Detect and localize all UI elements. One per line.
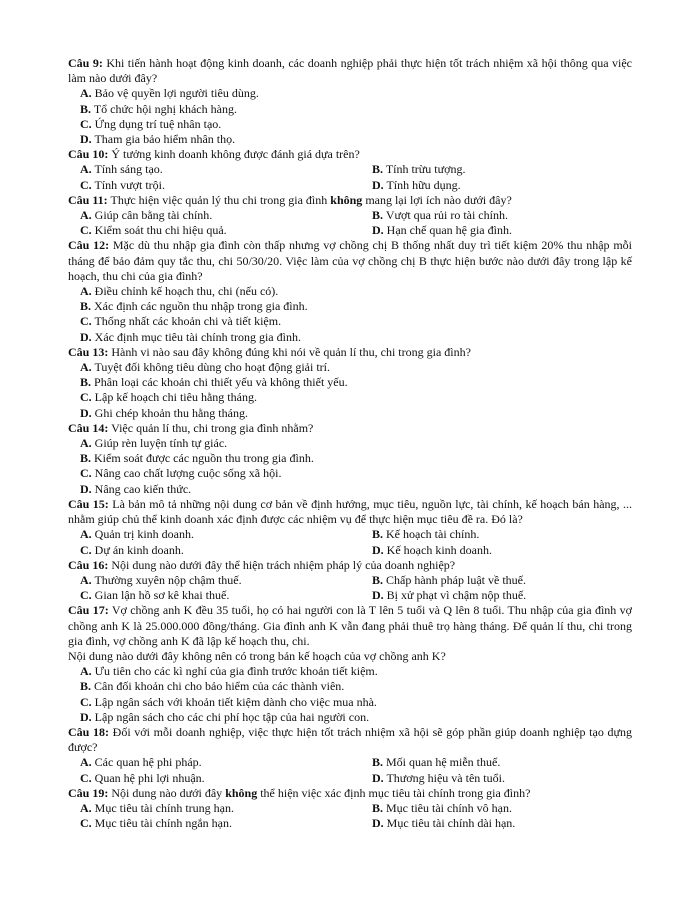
- question-19: [68, 786, 632, 832]
- question-text: Khi tiến hành hoạt động kinh doanh, các doanh nghiệp phải thực hiện tốt trách nhiệm xã hội thông qua việc làm nào dưới đây?: [68, 56, 632, 86]
- answer-option-b[interactable]: B. Chấp hành pháp luật về thuế.: [372, 572, 526, 587]
- question-14: [68, 421, 632, 497]
- answer-option-d[interactable]: D. Kế hoạch kinh doanh.: [372, 542, 492, 557]
- answer-option-a[interactable]: A. Giúp cân bằng tài chính.: [80, 208, 213, 223]
- answer-option-d[interactable]: D. Bị xử phạt vì chậm nộp thuế.: [372, 588, 527, 603]
- question-text: Đối với mỗi doanh nghiệp, việc thực hiện tốt trách nhiệm xã hội sẽ góp phần giúp doanh nghiệp tạo dựng được?: [68, 724, 632, 755]
- answer-option-b[interactable]: B. Vượt qua rủi ro tài chính.: [372, 208, 508, 223]
- question-number: Câu 10:: [68, 147, 109, 162]
- question-number: Câu 18:: [68, 724, 109, 739]
- answer-option-a[interactable]: A. Quản trị kinh doanh.: [80, 527, 194, 542]
- question-text: Nội dung nào dưới đây thể hiện trách nhiệm pháp lý của doanh nghiệp?: [111, 557, 456, 572]
- answer-option-a[interactable]: A. Bảo vệ quyền lợi người tiêu dùng.: [80, 86, 259, 101]
- answer-options: [68, 284, 632, 345]
- question-stem: Câu 11: Thực hiện việc quản lý thu chi trong gia đình không mang lại lợi ích nào dưới đây?: [68, 192, 512, 207]
- question-13: [68, 345, 632, 421]
- answer-option-d[interactable]: D. Lập ngân sách cho các chi phí học tập của hai người con.: [80, 709, 370, 724]
- question-stem: [68, 497, 632, 527]
- answer-options: [68, 573, 632, 603]
- question-text: Mặc dù thu nhập gia đình còn thấp nhưng vợ chồng chị B thống nhất duy trì tiết kiệm 20% thu nhập mỗi tháng để bảo đảm quy tắc thu, chi 50/30/20. Việc làm của vợ chồng chị B thực hiện bước nào dưới đây trong lập kế hoạch, thu chi của gia đình?: [68, 238, 632, 283]
- question-15: [68, 497, 632, 558]
- question-18: [68, 725, 632, 786]
- question-number: Câu 11:: [68, 192, 108, 207]
- answer-option-d[interactable]: D. Ghi chép khoản thu hằng tháng.: [80, 405, 248, 420]
- negation-keyword: không: [225, 785, 258, 800]
- question-text: Vợ chồng anh K đều 35 tuổi, họ có hai người con là T lên 5 tuổi và Q lên 8 tuổi. Thu nhập của gia đình vợ chồng anh K là 25.000.000 đồng/tháng. Gia đình anh K vẫn đang phải thuê trọ hàng tháng. Để quản lí thu, chi trong gia đình, vợ chồng anh K đã lập kế hoạch thu, chi.: [68, 603, 632, 648]
- question-text: Ý tưởng kinh doanh không được đánh giá dựa trên?: [111, 147, 360, 162]
- answer-options: [68, 801, 632, 831]
- question-10: [68, 147, 632, 193]
- question-number: Câu 12:: [68, 238, 110, 253]
- answer-option-a[interactable]: A. Mục tiêu tài chính trung hạn.: [80, 800, 234, 815]
- answer-option-d[interactable]: D. Xác định mục tiêu tài chính trong gia đình.: [80, 329, 301, 344]
- question-number: Câu 16:: [68, 557, 109, 572]
- question-stem: Câu 19: Nội dung nào dưới đây không thể hiện việc xác định mục tiêu tài chính trong gia đình?: [68, 785, 531, 800]
- question-subtext: Nội dung nào dưới đây không nên có trong bản kế hoạch của vợ chồng anh K?: [68, 648, 446, 663]
- answer-option-d[interactable]: D. Thương hiệu và tên tuổi.: [372, 770, 505, 785]
- answer-option-a[interactable]: A. Điều chỉnh kế hoạch thu, chi (nếu có).: [80, 284, 279, 299]
- question-17: [68, 603, 632, 725]
- answer-option-b[interactable]: B. Cân đối khoản chi cho bảo hiểm của các thành viên.: [80, 679, 345, 694]
- negation-keyword: không: [330, 192, 363, 207]
- question-stem: [68, 345, 632, 360]
- question-stem: [68, 558, 632, 573]
- answer-option-a[interactable]: A. Ưu tiên cho các kì nghỉ của gia đình trước khoản tiết kiệm.: [80, 664, 378, 679]
- answer-option-c[interactable]: C. Mục tiêu tài chính ngắn hạn.: [80, 816, 232, 831]
- answer-option-a[interactable]: A. Các quan hệ phi pháp.: [80, 755, 202, 770]
- question-stem: [68, 725, 632, 755]
- answer-option-d[interactable]: D. Tính hữu dụng.: [372, 177, 461, 192]
- answer-option-c[interactable]: C. Thống nhất các khoản chi và tiết kiệm.: [80, 314, 282, 329]
- question-stem: [68, 238, 632, 284]
- answer-option-b[interactable]: B. Xác định các nguồn thu nhập trong gia đình.: [80, 299, 308, 314]
- answer-option-a[interactable]: A. Tính sáng tạo.: [80, 162, 163, 177]
- question-text: Là bản mô tả những nội dung cơ bản về định hướng, mục tiêu, nguồn lực, tài chính, kế hoạch bán hàng, ... nhằm giúp chủ thể kinh doanh xác định được các nhiệm vụ để thực hiện mục tiêu đề ra. Đó là?: [68, 496, 632, 527]
- answer-option-c[interactable]: C. Gian lận hồ sơ kê khai thuế.: [80, 588, 230, 603]
- answer-option-c[interactable]: C. Tính vượt trội.: [80, 177, 165, 192]
- answer-option-b[interactable]: B. Tổ chức hội nghị khách hàng.: [80, 101, 237, 116]
- question-11: [68, 193, 632, 239]
- answer-option-d[interactable]: D. Nâng cao kiến thức.: [80, 481, 192, 496]
- answer-option-b[interactable]: B. Kiểm soát được các nguồn thu trong gia đình.: [80, 451, 314, 466]
- question-number: Câu 17:: [68, 603, 109, 618]
- answer-option-c[interactable]: C. Dự án kinh doanh.: [80, 542, 184, 557]
- answer-option-d[interactable]: D. Tham gia bảo hiểm nhân thọ.: [80, 132, 236, 147]
- answer-options: [68, 162, 632, 192]
- answer-option-c[interactable]: C. Kiểm soát thu chi hiệu quả.: [80, 223, 227, 238]
- answer-options: [68, 436, 632, 497]
- answer-option-c[interactable]: C. Ứng dụng trí tuệ nhân tạo.: [80, 116, 222, 131]
- answer-option-c[interactable]: C. Nâng cao chất lượng cuộc sống xã hội.: [80, 466, 282, 481]
- question-number: Câu 13:: [68, 344, 109, 359]
- answer-option-b[interactable]: B. Phân loại các khoản chi thiết yếu và không thiết yếu.: [80, 375, 348, 390]
- question-12: [68, 238, 632, 344]
- answer-option-a[interactable]: A. Giúp rèn luyện tính tự giác.: [80, 436, 228, 451]
- question-16: [68, 558, 632, 604]
- question-number: Câu 19:: [68, 785, 109, 800]
- answer-options: [68, 755, 632, 785]
- answer-option-a[interactable]: A. Tuyệt đối không tiêu dùng cho hoạt động giải trí.: [80, 360, 331, 375]
- question-stem: [68, 603, 632, 649]
- answer-option-d[interactable]: D. Mục tiêu tài chính dài hạn.: [372, 816, 516, 831]
- question-stem: [68, 147, 632, 162]
- answer-option-a[interactable]: A. Thường xuyên nộp chậm thuế.: [80, 572, 242, 587]
- answer-option-c[interactable]: C. Quan hệ phi lợi nhuận.: [80, 770, 205, 785]
- answer-option-d[interactable]: D. Hạn chế quan hệ gia đình.: [372, 223, 512, 238]
- question-stem: [68, 56, 632, 86]
- answer-options: [68, 360, 632, 421]
- answer-options: [68, 208, 632, 238]
- question-text: Việc quản lí thu, chi trong gia đình nhằm?: [111, 420, 314, 435]
- answer-options: [68, 664, 632, 725]
- answer-option-b[interactable]: B. Kế hoạch tài chính.: [372, 527, 480, 542]
- answer-option-b[interactable]: B. Mối quan hệ miễn thuế.: [372, 755, 501, 770]
- answer-option-b[interactable]: B. Mục tiêu tài chính vô hạn.: [372, 800, 512, 815]
- question-stem: [68, 421, 632, 436]
- question-text: Hành vi nào sau đây không đúng khi nói về quản lí thu, chi trong gia đình?: [111, 344, 471, 359]
- answer-options: [68, 86, 632, 147]
- answer-option-b[interactable]: B. Tính trừu tượng.: [372, 162, 466, 177]
- question-number: Câu 14:: [68, 420, 109, 435]
- answer-option-c[interactable]: C. Lập ngân sách với khoản tiết kiệm dành cho việc mua nhà.: [80, 694, 377, 709]
- question-number: Câu 15:: [68, 496, 109, 511]
- answer-options: [68, 527, 632, 557]
- question-9: [68, 56, 632, 147]
- answer-option-c[interactable]: C. Lập kế hoạch chi tiêu hằng tháng.: [80, 390, 257, 405]
- question-number: Câu 9:: [68, 56, 103, 70]
